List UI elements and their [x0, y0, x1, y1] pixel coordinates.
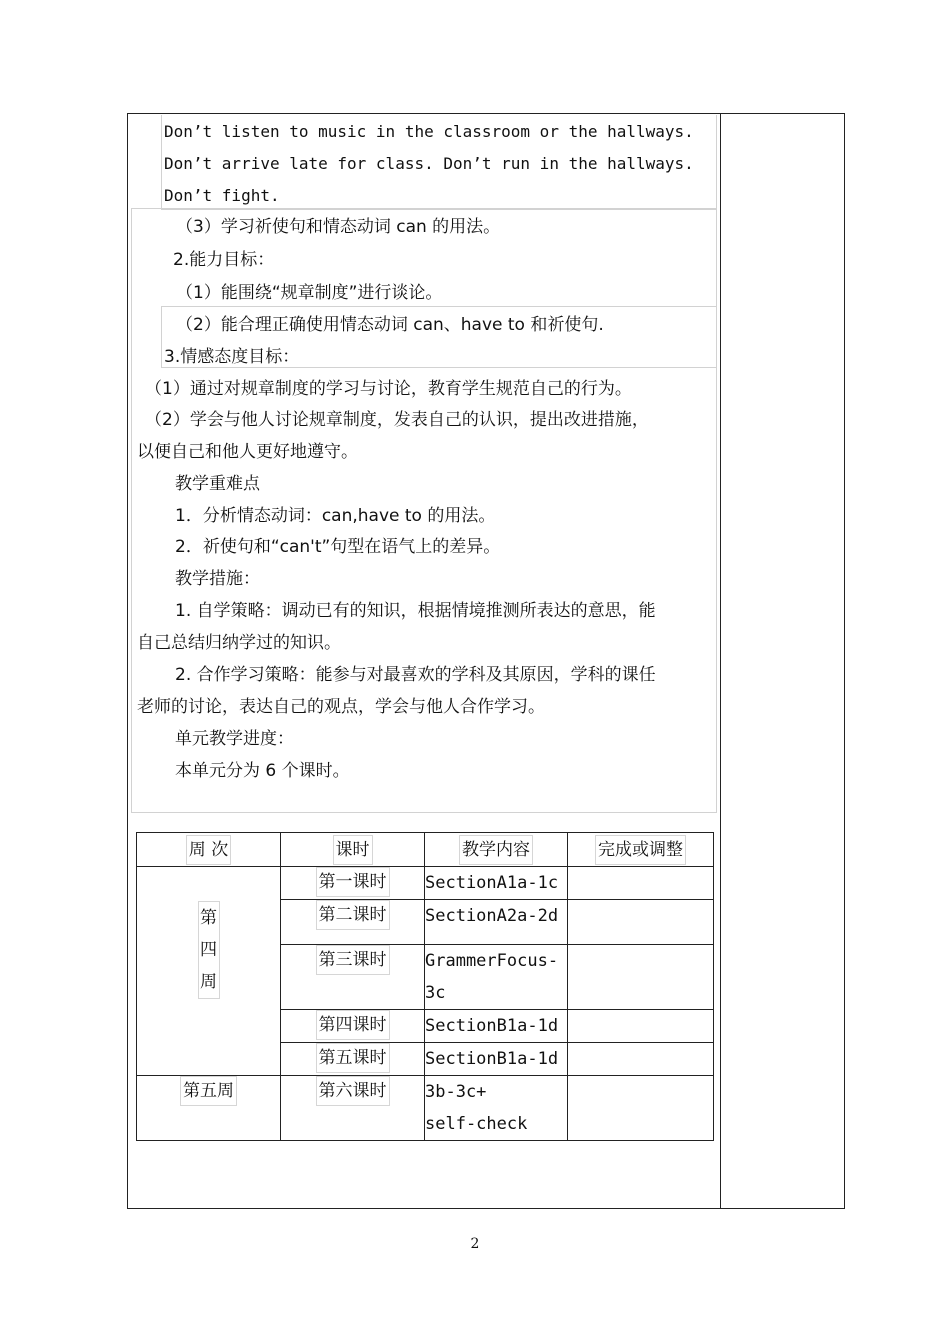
column-divider — [720, 113, 721, 1209]
lesson-cell: 第四课时 — [281, 1010, 425, 1043]
emotion-item-2b: 以便自己和他人更好地遵守。 — [137, 442, 358, 462]
progress-text: 本单元分为 6 个课时。 — [175, 761, 350, 781]
header-lesson: 课时 — [281, 833, 425, 867]
page-number: 2 — [470, 1236, 480, 1252]
objective-item-3: （3）学习祈使句和情态动词 can 的用法。 — [176, 217, 501, 237]
table-header-row — [137, 833, 714, 867]
table-row — [137, 1076, 714, 1141]
week5-cell: 第五周 — [137, 1076, 281, 1141]
emotion-title: 3.情感态度目标： — [164, 347, 300, 367]
lesson-cell: 第一课时 — [281, 867, 425, 900]
adjust-cell — [568, 1076, 714, 1141]
ability-item-2: （2）能合理正确使用情态动词 can、have to 和祈使句. — [176, 315, 604, 335]
adjust-cell — [568, 1043, 714, 1076]
key-point-1: 1．分析情态动词：can,have to 的用法。 — [175, 506, 496, 526]
emotion-item-1: （1）通过对规章制度的学习与讨论，教育学生规范自己的行为。 — [145, 379, 632, 399]
content-cell: SectionB1a-1d — [425, 1043, 568, 1076]
week4-cell — [137, 867, 281, 1076]
lesson-cell: 第二课时 — [281, 900, 425, 945]
content-cell: 3b-3c+ self-check — [425, 1076, 568, 1141]
rule-line-2: Don’t arrive late for class. Don’t run in the hallways. — [164, 154, 694, 173]
header-week: 周 次 — [137, 833, 281, 867]
measure-2b: 老师的讨论，表达自己的观点，学会与他人合作学习。 — [137, 697, 545, 717]
content-cell: SectionA2a-2d — [425, 900, 568, 945]
measure-1a: 1. 自学策略：调动已有的知识，根据情境推测所表达的意思，能 — [175, 601, 656, 621]
key-point-2: 2．祈使句和“can't”句型在语气上的差异。 — [175, 537, 501, 557]
measure-2a: 2. 合作学习策略：能参与对最喜欢的学科及其原因，学科的课任 — [175, 665, 656, 685]
rule-line-3: Don’t fight. — [164, 186, 280, 205]
ability-title: 2.能力目标： — [173, 250, 275, 270]
schedule-table — [136, 832, 714, 1141]
lesson-cell: 第五课时 — [281, 1043, 425, 1076]
adjust-cell — [568, 945, 714, 1010]
measures-title: 教学措施： — [175, 569, 260, 589]
content-cell: SectionB1a-1d — [425, 1010, 568, 1043]
measure-1b: 自己总结归纳学过的知识。 — [137, 633, 341, 653]
ability-item-1: （1）能围绕“规章制度”进行谈论。 — [176, 283, 443, 303]
header-adjust: 完成或调整 — [568, 833, 714, 867]
table-row — [137, 867, 714, 900]
adjust-cell — [568, 1010, 714, 1043]
rule-line-1: Don’t listen to music in the classroom or the hallways. — [164, 122, 694, 141]
content-cell: SectionA1a-1c — [425, 867, 568, 900]
emotion-item-2a: （2）学会与他人讨论规章制度，发表自己的认识，提出改进措施， — [145, 410, 649, 430]
header-content: 教学内容 — [425, 833, 568, 867]
adjust-cell — [568, 867, 714, 900]
key-points-title: 教学重难点 — [175, 474, 260, 494]
content-cell: GrammerFocus- 3c — [425, 945, 568, 1010]
adjust-cell — [568, 900, 714, 945]
lesson-cell: 第三课时 — [281, 945, 425, 1010]
week4-label: 第 四 周 — [198, 901, 220, 999]
progress-title: 单元教学进度： — [175, 729, 294, 749]
lesson-cell: 第六课时 — [281, 1076, 425, 1141]
